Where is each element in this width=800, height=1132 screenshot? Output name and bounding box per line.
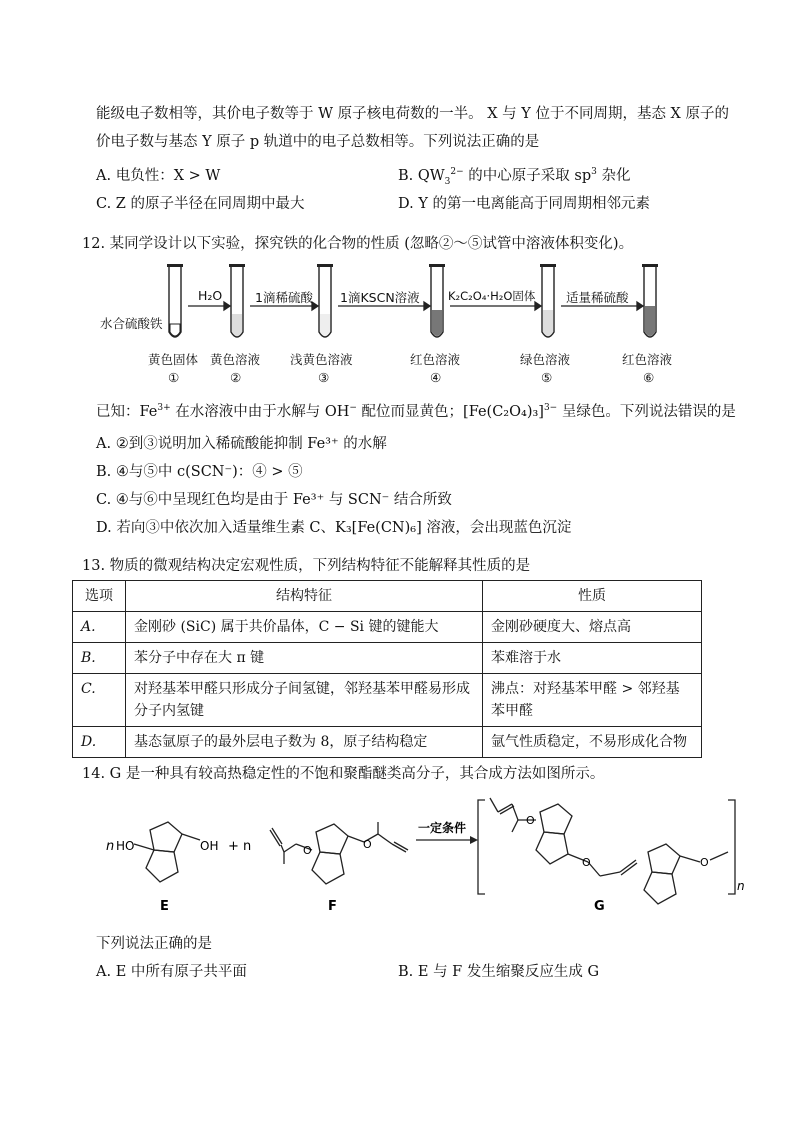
row-feature: 金刚砂 (SiC) 属于共价晶体，C − Si 键的键能大 xyxy=(126,612,483,643)
coefficient-n-e: n xyxy=(106,839,115,854)
table-row xyxy=(73,643,702,674)
q12-option-d: D. 若向③中依次加入适量维生素 C、K₃[Fe(CN)₆] 溶液，会出现蓝色沉淀 xyxy=(96,520,572,536)
reagent-1: H₂O xyxy=(198,288,223,303)
row-feature: 对羟基苯甲醛只形成分子间氢键，邻羟基苯甲醛易形成分子内氢键 xyxy=(126,674,483,727)
q14-option-a: A. E 中所有原子共平面 xyxy=(96,964,247,980)
tube-6-label: 红色溶液 xyxy=(622,352,673,367)
row-option: B. xyxy=(73,643,126,674)
ether-oxygen: O xyxy=(700,856,709,869)
q11-option-a: A. 电负性：X > W xyxy=(96,168,221,184)
header-option: 选项 xyxy=(73,581,126,612)
row-feature: 苯分子中存在大 π 键 xyxy=(126,643,483,674)
test-tube-2 xyxy=(229,264,245,337)
ester-oxygen: O xyxy=(582,856,591,869)
q12-stem: 12. 某同学设计以下实验，探究铁的化合物的性质 (忽略②〜⑤试管中溶液体积变化)。 xyxy=(82,236,634,252)
row-feature: 基态氩原子的最外层电子数为 8，原子结构稳定 xyxy=(126,727,483,758)
tube-2-number: ② xyxy=(230,370,242,385)
row-option: C. xyxy=(73,674,126,727)
tube-5-label: 绿色溶液 xyxy=(520,352,571,367)
degree-of-polymerization: n xyxy=(737,879,745,893)
ester-oxygen: O xyxy=(526,814,535,827)
q11-stem-line2: 价电子数与基态 Y 原子 p 轨道中的电子总数相等。下列说法正确的是 xyxy=(96,134,540,150)
tube-3-number: ③ xyxy=(318,370,330,385)
q11-option-c: C. Z 的原子半径在同周期中最大 xyxy=(96,196,305,212)
test-tube-6 xyxy=(642,264,658,337)
row-property: 氩气性质稳定，不易形成化合物 xyxy=(483,727,702,758)
reagent-5: 适量稀硫酸 xyxy=(566,290,629,305)
molecule-f xyxy=(270,822,408,884)
tube-4-label: 红色溶液 xyxy=(410,352,461,367)
tube-4-number: ④ xyxy=(430,370,442,385)
start-material-label: 水合硫酸铁 xyxy=(100,316,163,331)
label-e: E xyxy=(160,899,169,914)
header-property: 性质 xyxy=(483,581,702,612)
row-option: D. xyxy=(73,727,126,758)
q13-stem: 13. 物质的微观结构决定宏观性质，下列结构特征不能解释其性质的是 xyxy=(82,558,531,574)
reagent-4: K₂C₂O₄·H₂O固体 xyxy=(448,289,536,303)
ho-group: HO xyxy=(116,839,135,853)
header-feature: 结构特征 xyxy=(126,581,483,612)
ester-oxygen: O xyxy=(303,844,312,857)
q12-option-b: B. ④与⑤中 c(SCN⁻)：④ > ⑤ xyxy=(96,464,303,480)
ester-oxygen: O xyxy=(363,838,372,851)
label-g: G xyxy=(594,899,605,914)
q14-synthesis-scheme xyxy=(100,790,750,920)
table-row xyxy=(73,612,702,643)
reaction-condition: 一定条件 xyxy=(418,821,467,835)
q12-option-c: C. ④与⑥中呈现红色均是由于 Fe³⁺ 与 SCN⁻ 结合所致 xyxy=(96,492,452,508)
row-property: 沸点：对羟基苯甲醛 > 邻羟基苯甲醛 xyxy=(483,674,702,727)
q11-option-b: B. $QW_3^{2-}$ 的中心原子采取 $sp^3$ 杂化 xyxy=(398,167,631,187)
molecule-e xyxy=(134,822,200,882)
q11-stem-line1: 能级电子数相等，其价电子数等于 W 原子核电荷数的一半。 X 与 Y 位于不同周期，基态 X 原子的 xyxy=(96,106,729,122)
test-tube-5 xyxy=(540,264,556,337)
table-row xyxy=(73,674,702,727)
q12-option-a: A. ②到③说明加入稀硫酸能抑制 Fe³⁺ 的水解 xyxy=(96,436,387,452)
q12-experiment-diagram xyxy=(90,262,710,392)
tube-2-label: 黄色溶液 xyxy=(210,352,261,367)
q14-stem: 14. G 是一种具有较高热稳定性的不饱和聚酯醚类高分子，其合成方法如图所示。 xyxy=(82,766,605,782)
q14-option-b: B. E 与 F 发生缩聚反应生成 G xyxy=(398,964,600,980)
table-header-row xyxy=(73,581,702,612)
q13-table xyxy=(72,580,702,758)
test-tube-1 xyxy=(167,264,183,337)
tube-1-label: 黄色固体 xyxy=(148,352,199,367)
tube-5-number: ⑤ xyxy=(541,370,553,385)
test-tube-4 xyxy=(429,264,445,337)
oh-group: OH xyxy=(200,839,219,853)
tube-1-number: ① xyxy=(168,370,180,385)
row-property: 苯难溶于水 xyxy=(483,643,702,674)
reagent-3: 1滴KSCN溶液 xyxy=(340,290,420,305)
tube-3-label: 浅黄色溶液 xyxy=(290,352,353,367)
q14-question: 下列说法正确的是 xyxy=(96,936,212,952)
q11-option-d: D. Y 的第一电离能高于同周期相邻元素 xyxy=(398,196,651,212)
tube-6-number: ⑥ xyxy=(643,370,655,385)
test-tube-3 xyxy=(317,264,333,337)
reagent-2: 1滴稀硫酸 xyxy=(255,290,313,305)
q12-known: 已知：$Fe^{3+}$ 在水溶液中由于水解与 OH− 配位而显黄色；$[Fe(C_2O_4)_3]^{3-}$ 呈绿色。下列说法错误的是 xyxy=(96,403,736,420)
plus-n: + n xyxy=(228,839,252,854)
row-option: A. xyxy=(73,612,126,643)
row-property: 金刚砂硬度大、熔点高 xyxy=(483,612,702,643)
label-f: F xyxy=(328,899,337,914)
table-row xyxy=(73,727,702,758)
